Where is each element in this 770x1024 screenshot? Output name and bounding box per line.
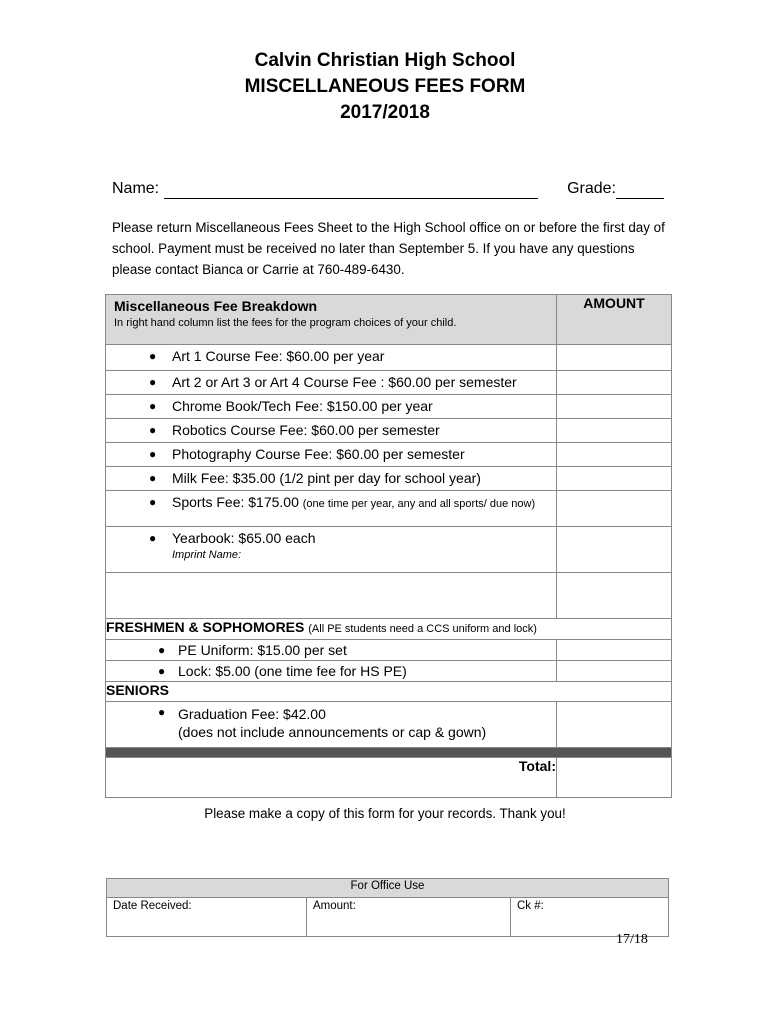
amount-cell[interactable] bbox=[557, 419, 672, 443]
grade-blank[interactable] bbox=[616, 180, 664, 199]
divider-bar bbox=[106, 748, 672, 758]
bullet-icon: ● bbox=[158, 643, 166, 657]
office-use-title: For Office Use bbox=[107, 879, 669, 898]
amount-cell[interactable] bbox=[557, 443, 672, 467]
bullet-icon: ● bbox=[149, 495, 157, 509]
instructions-text: Please return Miscellaneous Fees Sheet to the High School office on or before the first day of school. Payment must be received no later than September 5. If you have any questions please contact Bianca or Carrie at 760-489-6430. bbox=[112, 220, 665, 277]
fee-label: Chrome Book/Tech Fee: $150.00 per year bbox=[172, 398, 433, 414]
amount-cell[interactable] bbox=[557, 467, 672, 491]
fee-label: Art 1 Course Fee: $60.00 per year bbox=[172, 348, 385, 364]
school-name: Calvin Christian High School bbox=[254, 50, 516, 71]
fee-row bbox=[106, 527, 557, 573]
school-year: 2017/2018 bbox=[340, 102, 430, 123]
bullet-icon: ● bbox=[149, 399, 157, 413]
fee-row bbox=[106, 443, 557, 467]
fee-small-note: (one time per year, any and all sports/ due now) bbox=[302, 498, 536, 510]
imprint-name-label: Imprint Name: bbox=[172, 549, 242, 561]
amount-cell[interactable] bbox=[557, 573, 672, 619]
bullet-icon: ● bbox=[149, 423, 157, 437]
fee-row bbox=[106, 345, 557, 371]
name-field[interactable] bbox=[112, 180, 538, 199]
bullet-icon: ● bbox=[149, 349, 157, 363]
fee-label: Yearbook: $65.00 each bbox=[172, 530, 316, 546]
fee-row bbox=[106, 702, 557, 748]
imprint-name-area[interactable] bbox=[106, 573, 557, 619]
date-received-cell[interactable] bbox=[107, 898, 307, 937]
fee-row bbox=[106, 395, 557, 419]
fee-row bbox=[106, 419, 557, 443]
amount-cell[interactable] bbox=[557, 345, 672, 371]
fee-label: Graduation Fee: $42.00 bbox=[178, 706, 326, 722]
amount-cell[interactable] bbox=[557, 527, 672, 573]
amount-header: AMOUNT bbox=[557, 295, 672, 345]
bullet-icon: ● bbox=[149, 447, 157, 461]
name-label: Name: bbox=[112, 180, 160, 197]
seniors-section-header: SENIORS bbox=[106, 682, 672, 702]
copy-note: Please make a copy of this form for your records. Thank you! bbox=[204, 806, 566, 821]
fee-label: PE Uniform: $15.00 per set bbox=[178, 642, 347, 658]
fee-row bbox=[106, 661, 557, 682]
fee-row bbox=[106, 371, 557, 395]
fee-breakdown-title: Miscellaneous Fee Breakdown bbox=[114, 298, 318, 314]
total-label: Total: bbox=[106, 758, 557, 798]
amount-cell[interactable] bbox=[557, 702, 672, 748]
fee-label: Robotics Course Fee: $60.00 per semester bbox=[172, 422, 440, 438]
page-number: 17/18 bbox=[616, 932, 648, 947]
check-number-label: Ck #: bbox=[517, 900, 544, 912]
fee-row bbox=[106, 491, 557, 527]
date-received-label: Date Received: bbox=[113, 900, 192, 912]
fee-label: Sports Fee: $175.00 bbox=[172, 494, 299, 510]
form-title: MISCELLANEOUS FEES FORM bbox=[244, 76, 526, 97]
total-amount-cell[interactable] bbox=[557, 758, 672, 798]
fee-row bbox=[106, 640, 557, 661]
office-amount-label: Amount: bbox=[313, 900, 356, 912]
freshmen-note: (All PE students need a CCS uniform and lock) bbox=[308, 623, 537, 635]
amount-cell[interactable] bbox=[557, 395, 672, 419]
fee-breakdown-header bbox=[106, 295, 557, 345]
grade-label: Grade: bbox=[567, 180, 616, 197]
fee-label: Art 2 or Art 3 or Art 4 Course Fee : $60.00 per semester bbox=[172, 374, 517, 390]
bullet-icon: ● bbox=[149, 375, 157, 389]
amount-cell[interactable] bbox=[557, 371, 672, 395]
check-number-cell[interactable] bbox=[511, 898, 669, 937]
office-use-table bbox=[106, 878, 669, 937]
office-amount-cell[interactable] bbox=[307, 898, 511, 937]
fee-label: Lock: $5.00 (one time fee for HS PE) bbox=[178, 663, 407, 679]
grade-field[interactable] bbox=[567, 180, 664, 199]
amount-cell[interactable] bbox=[557, 491, 672, 527]
amount-cell[interactable] bbox=[557, 661, 672, 682]
fee-row bbox=[106, 467, 557, 491]
name-blank[interactable] bbox=[164, 180, 538, 199]
freshmen-section-header bbox=[106, 619, 672, 640]
fee-breakdown-subtitle: In right hand column list the fees for the program choices of your child. bbox=[114, 317, 457, 329]
amount-cell[interactable] bbox=[557, 640, 672, 661]
fee-label: Photography Course Fee: $60.00 per semester bbox=[172, 446, 465, 462]
graduation-note: (does not include announcements or cap & gown) bbox=[178, 724, 487, 740]
fee-table bbox=[105, 294, 672, 798]
bullet-icon: ● bbox=[149, 471, 157, 485]
bullet-icon: ● bbox=[158, 664, 166, 678]
bullet-icon: ● bbox=[149, 531, 157, 545]
freshmen-title: FRESHMEN & SOPHOMORES bbox=[106, 619, 305, 635]
fee-label: Milk Fee: $35.00 (1/2 pint per day for school year) bbox=[172, 470, 481, 486]
bullet-icon: ● bbox=[158, 705, 166, 719]
